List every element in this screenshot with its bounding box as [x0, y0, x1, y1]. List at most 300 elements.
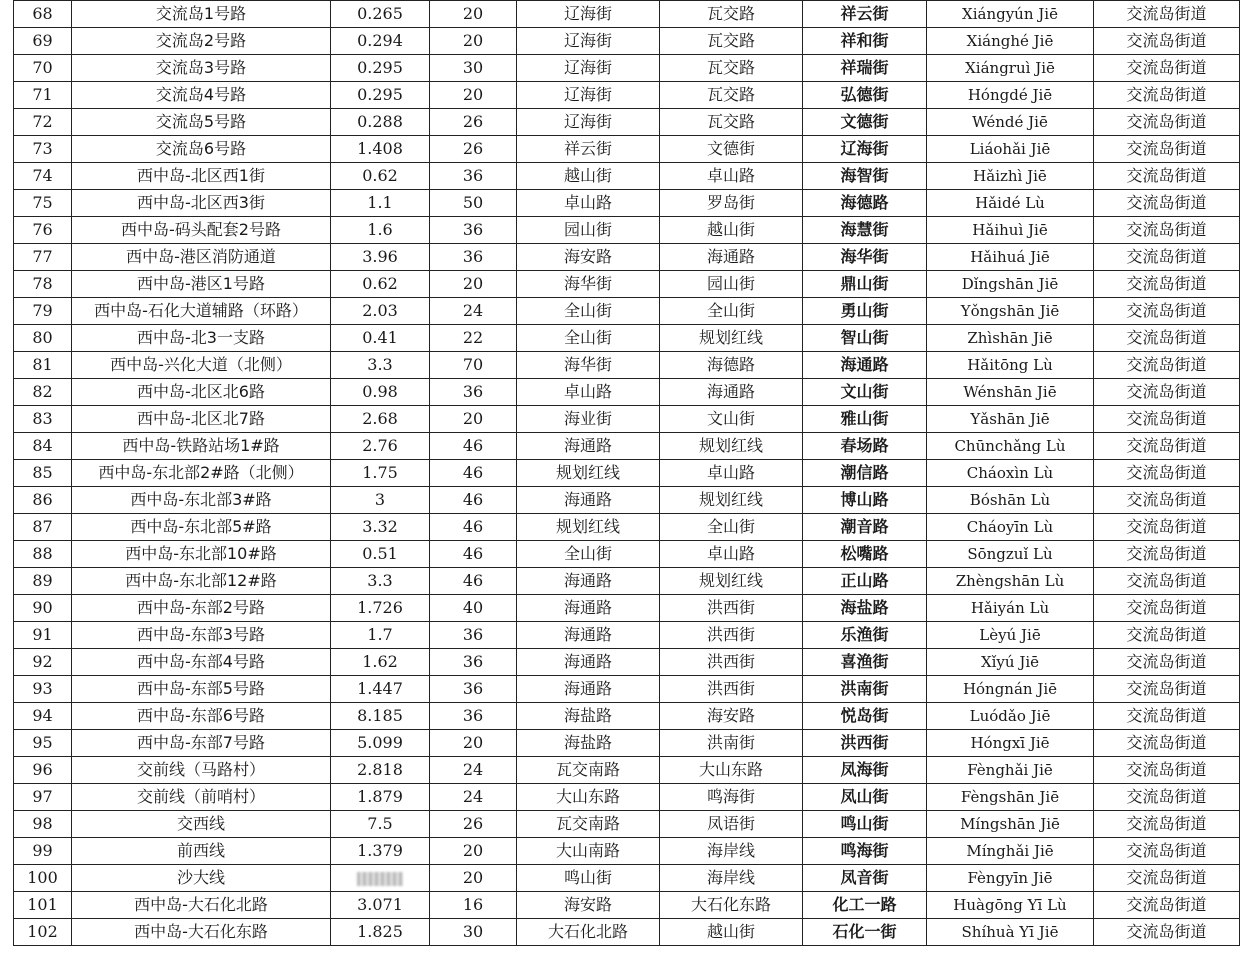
- new-road-name: 祥瑞街: [803, 55, 927, 82]
- row-number: 94: [14, 703, 72, 730]
- start-point: 海通路: [517, 622, 660, 649]
- table-row: [14, 811, 1240, 838]
- row-number: 89: [14, 568, 72, 595]
- new-road-name: 鸣山街: [803, 811, 927, 838]
- pinyin-name: Xiángruì Jiē: [927, 55, 1094, 82]
- district-name: 交流岛街道: [1094, 730, 1240, 757]
- row-number: 87: [14, 514, 72, 541]
- start-point: 大石化北路: [517, 919, 660, 946]
- row-number: 79: [14, 298, 72, 325]
- end-point: 瓦交路: [660, 109, 803, 136]
- row-number: 93: [14, 676, 72, 703]
- road-width: 20: [430, 865, 517, 892]
- original-road-name: 西中岛-东部3号路: [72, 622, 331, 649]
- district-name: 交流岛街道: [1094, 865, 1240, 892]
- pinyin-name: Yǒngshān Jiē: [927, 298, 1094, 325]
- table-row: [14, 865, 1240, 892]
- road-length: 1.825: [331, 919, 430, 946]
- original-road-name: 交流岛3号路: [72, 55, 331, 82]
- new-road-name: 弘德街: [803, 82, 927, 109]
- road-width: 46: [430, 514, 517, 541]
- table-row: [14, 163, 1240, 190]
- road-width: 36: [430, 244, 517, 271]
- pinyin-name: Cháoyīn Lù: [927, 514, 1094, 541]
- end-point: 鸣海街: [660, 784, 803, 811]
- district-name: 交流岛街道: [1094, 433, 1240, 460]
- new-road-name: 海智街: [803, 163, 927, 190]
- pinyin-name: Hóngxī Jiē: [927, 730, 1094, 757]
- new-road-name: 海德路: [803, 190, 927, 217]
- road-width: 46: [430, 487, 517, 514]
- road-width: 40: [430, 595, 517, 622]
- new-road-name: 鸣海街: [803, 838, 927, 865]
- pinyin-name: Hóngdé Jiē: [927, 82, 1094, 109]
- start-point: 海通路: [517, 649, 660, 676]
- row-number: 85: [14, 460, 72, 487]
- new-road-name: 祥和街: [803, 28, 927, 55]
- start-point: 规划红线: [517, 514, 660, 541]
- district-name: 交流岛街道: [1094, 190, 1240, 217]
- road-length: 1.447: [331, 676, 430, 703]
- original-road-name: 西中岛-北区北7路: [72, 406, 331, 433]
- start-point: 辽海街: [517, 28, 660, 55]
- pinyin-name: Chūnchǎng Lù: [927, 433, 1094, 460]
- road-length: 2.68: [331, 406, 430, 433]
- original-road-name: 西中岛-石化大道辅路（环路）: [72, 298, 331, 325]
- end-point: 洪南街: [660, 730, 803, 757]
- district-name: 交流岛街道: [1094, 595, 1240, 622]
- original-road-name: 西中岛-大石化北路: [72, 892, 331, 919]
- row-number: 101: [14, 892, 72, 919]
- start-point: 辽海街: [517, 109, 660, 136]
- table-row: [14, 595, 1240, 622]
- district-name: 交流岛街道: [1094, 811, 1240, 838]
- road-length: 5.099: [331, 730, 430, 757]
- new-road-name: 海盐路: [803, 595, 927, 622]
- start-point: 辽海街: [517, 82, 660, 109]
- road-width: 20: [430, 730, 517, 757]
- table-row: [14, 703, 1240, 730]
- row-number: 81: [14, 352, 72, 379]
- row-number: 100: [14, 865, 72, 892]
- end-point: 文德街: [660, 136, 803, 163]
- original-road-name: 西中岛-东部5号路: [72, 676, 331, 703]
- new-road-name: 海通路: [803, 352, 927, 379]
- table-row: [14, 568, 1240, 595]
- road-length: 3.3: [331, 352, 430, 379]
- district-name: 交流岛街道: [1094, 703, 1240, 730]
- district-name: 交流岛街道: [1094, 784, 1240, 811]
- road-width: 36: [430, 649, 517, 676]
- district-name: 交流岛街道: [1094, 460, 1240, 487]
- district-name: 交流岛街道: [1094, 298, 1240, 325]
- new-road-name: 祥云街: [803, 1, 927, 28]
- road-length: 3.3: [331, 568, 430, 595]
- original-road-name: 交流岛6号路: [72, 136, 331, 163]
- row-number: 90: [14, 595, 72, 622]
- road-width: 36: [430, 379, 517, 406]
- road-length: 1.879: [331, 784, 430, 811]
- pinyin-name: Cháoxìn Lù: [927, 460, 1094, 487]
- row-number: 88: [14, 541, 72, 568]
- row-number: 97: [14, 784, 72, 811]
- start-point: 海安路: [517, 244, 660, 271]
- district-name: 交流岛街道: [1094, 109, 1240, 136]
- original-road-name: 西中岛-北区西3街: [72, 190, 331, 217]
- road-length: 0.265: [331, 1, 430, 28]
- new-road-name: 松嘴路: [803, 541, 927, 568]
- start-point: 瓦交南路: [517, 757, 660, 784]
- road-length: 1.379: [331, 838, 430, 865]
- original-road-name: 沙大线: [72, 865, 331, 892]
- road-width: 24: [430, 298, 517, 325]
- table-row: [14, 271, 1240, 298]
- start-point: 园山街: [517, 217, 660, 244]
- pinyin-name: Hǎidé Lù: [927, 190, 1094, 217]
- new-road-name: 博山路: [803, 487, 927, 514]
- start-point: 海通路: [517, 595, 660, 622]
- end-point: 瓦交路: [660, 28, 803, 55]
- start-point: 海通路: [517, 676, 660, 703]
- end-point: 海通路: [660, 379, 803, 406]
- table-row: [14, 406, 1240, 433]
- road-length: 7.5: [331, 811, 430, 838]
- road-length: 0.288: [331, 109, 430, 136]
- pinyin-name: Hǎitōng Lù: [927, 352, 1094, 379]
- table-row: [14, 55, 1240, 82]
- start-point: 辽海街: [517, 55, 660, 82]
- end-point: 海通路: [660, 244, 803, 271]
- original-road-name: 交流岛5号路: [72, 109, 331, 136]
- road-length: 3.32: [331, 514, 430, 541]
- road-width: 22: [430, 325, 517, 352]
- start-point: 瓦交南路: [517, 811, 660, 838]
- pinyin-name: Hóngnán Jiē: [927, 676, 1094, 703]
- pinyin-name: Luódǎo Jiē: [927, 703, 1094, 730]
- end-point: 园山街: [660, 271, 803, 298]
- road-width: 46: [430, 460, 517, 487]
- district-name: 交流岛街道: [1094, 271, 1240, 298]
- district-name: 交流岛街道: [1094, 217, 1240, 244]
- district-name: 交流岛街道: [1094, 514, 1240, 541]
- district-name: 交流岛街道: [1094, 568, 1240, 595]
- pinyin-name: Wénshān Jiē: [927, 379, 1094, 406]
- pinyin-name: Mínghǎi Jiē: [927, 838, 1094, 865]
- original-road-name: 西中岛-东部6号路: [72, 703, 331, 730]
- pinyin-name: Huàgōng Yī Lù: [927, 892, 1094, 919]
- pinyin-name: Lèyú Jiē: [927, 622, 1094, 649]
- road-length: 0.98: [331, 379, 430, 406]
- road-length: 3: [331, 487, 430, 514]
- start-point: 全山街: [517, 298, 660, 325]
- start-point: 海安路: [517, 892, 660, 919]
- road-length: 1.1: [331, 190, 430, 217]
- row-number: 73: [14, 136, 72, 163]
- row-number: 78: [14, 271, 72, 298]
- end-point: 洪西街: [660, 649, 803, 676]
- road-width: 26: [430, 811, 517, 838]
- original-road-name: 交流岛4号路: [72, 82, 331, 109]
- road-length: 1.726: [331, 595, 430, 622]
- start-point: 全山街: [517, 325, 660, 352]
- table-row: [14, 28, 1240, 55]
- row-number: 102: [14, 919, 72, 946]
- new-road-name: 辽海街: [803, 136, 927, 163]
- pinyin-name: Fèngshān Jiē: [927, 784, 1094, 811]
- road-naming-table: [13, 0, 1240, 946]
- district-name: 交流岛街道: [1094, 163, 1240, 190]
- original-road-name: 西中岛-东部7号路: [72, 730, 331, 757]
- original-road-name: 西中岛-港区消防通道: [72, 244, 331, 271]
- start-point: 全山街: [517, 541, 660, 568]
- table-row: [14, 676, 1240, 703]
- road-width: 70: [430, 352, 517, 379]
- new-road-name: 乐渔街: [803, 622, 927, 649]
- new-road-name: 海华街: [803, 244, 927, 271]
- end-point: 瓦交路: [660, 55, 803, 82]
- pinyin-name: Sōngzuǐ Lù: [927, 541, 1094, 568]
- end-point: 洪西街: [660, 622, 803, 649]
- table-row: [14, 298, 1240, 325]
- end-point: 卓山路: [660, 163, 803, 190]
- new-road-name: 喜渔街: [803, 649, 927, 676]
- original-road-name: 西中岛-东北部10#路: [72, 541, 331, 568]
- table-row: [14, 136, 1240, 163]
- road-width: 30: [430, 919, 517, 946]
- road-width: 26: [430, 136, 517, 163]
- new-road-name: 洪西街: [803, 730, 927, 757]
- road-width: 20: [430, 28, 517, 55]
- original-road-name: 西中岛-东北部2#路（北侧）: [72, 460, 331, 487]
- pinyin-name: Wéndé Jiē: [927, 109, 1094, 136]
- road-width: 20: [430, 82, 517, 109]
- row-number: 86: [14, 487, 72, 514]
- original-road-name: 西中岛-码头配套2号路: [72, 217, 331, 244]
- pinyin-name: Hǎihuá Jiē: [927, 244, 1094, 271]
- row-number: 75: [14, 190, 72, 217]
- row-number: 71: [14, 82, 72, 109]
- start-point: 大山南路: [517, 838, 660, 865]
- end-point: 全山街: [660, 514, 803, 541]
- table-row: [14, 622, 1240, 649]
- row-number: 68: [14, 1, 72, 28]
- table-row: [14, 784, 1240, 811]
- original-road-name: 交前线（前哨村）: [72, 784, 331, 811]
- original-road-name: 交流岛1号路: [72, 1, 331, 28]
- start-point: 大山东路: [517, 784, 660, 811]
- table-row: [14, 325, 1240, 352]
- new-road-name: 凤山街: [803, 784, 927, 811]
- row-number: 77: [14, 244, 72, 271]
- end-point: 规划红线: [660, 487, 803, 514]
- original-road-name: 西中岛-港区1号路: [72, 271, 331, 298]
- start-point: 海华街: [517, 352, 660, 379]
- original-road-name: 交西线: [72, 811, 331, 838]
- road-width: 36: [430, 622, 517, 649]
- road-length: 3.96: [331, 244, 430, 271]
- end-point: 越山街: [660, 217, 803, 244]
- district-name: 交流岛街道: [1094, 379, 1240, 406]
- row-number: 69: [14, 28, 72, 55]
- road-width: 46: [430, 433, 517, 460]
- road-width: 16: [430, 892, 517, 919]
- road-length: 8.185: [331, 703, 430, 730]
- district-name: 交流岛街道: [1094, 406, 1240, 433]
- new-road-name: 智山街: [803, 325, 927, 352]
- end-point: 海岸线: [660, 865, 803, 892]
- start-point: 海通路: [517, 487, 660, 514]
- table-row: [14, 919, 1240, 946]
- district-name: 交流岛街道: [1094, 622, 1240, 649]
- road-length: 1.75: [331, 460, 430, 487]
- new-road-name: 鼎山街: [803, 271, 927, 298]
- table-row: [14, 460, 1240, 487]
- table-row: [14, 892, 1240, 919]
- table-row: [14, 433, 1240, 460]
- road-width: 30: [430, 55, 517, 82]
- district-name: 交流岛街道: [1094, 892, 1240, 919]
- road-width: 36: [430, 676, 517, 703]
- pinyin-name: Fèngyīn Jiē: [927, 865, 1094, 892]
- table-row: [14, 1, 1240, 28]
- new-road-name: 凤音街: [803, 865, 927, 892]
- pinyin-name: Liáohǎi Jiē: [927, 136, 1094, 163]
- road-width: 20: [430, 406, 517, 433]
- new-road-name: 悦岛街: [803, 703, 927, 730]
- road-length: [331, 865, 430, 892]
- original-road-name: 西中岛-兴化大道（北侧）: [72, 352, 331, 379]
- road-width: 26: [430, 109, 517, 136]
- original-road-name: 西中岛-大石化东路: [72, 919, 331, 946]
- end-point: 规划红线: [660, 568, 803, 595]
- road-width: 24: [430, 757, 517, 784]
- pinyin-name: Fènghǎi Jiē: [927, 757, 1094, 784]
- table-row: [14, 838, 1240, 865]
- original-road-name: 交前线（马路村）: [72, 757, 331, 784]
- end-point: 凤语街: [660, 811, 803, 838]
- table-row: [14, 730, 1240, 757]
- start-point: 海盐路: [517, 703, 660, 730]
- start-point: 卓山路: [517, 190, 660, 217]
- end-point: 洪西街: [660, 676, 803, 703]
- road-length: 3.071: [331, 892, 430, 919]
- new-road-name: 正山路: [803, 568, 927, 595]
- road-width: 36: [430, 217, 517, 244]
- pinyin-name: Xiánghé Jiē: [927, 28, 1094, 55]
- row-number: 92: [14, 649, 72, 676]
- pinyin-name: Dǐngshān Jiē: [927, 271, 1094, 298]
- row-number: 80: [14, 325, 72, 352]
- row-number: 76: [14, 217, 72, 244]
- table-row: [14, 487, 1240, 514]
- district-name: 交流岛街道: [1094, 1, 1240, 28]
- end-point: 卓山路: [660, 541, 803, 568]
- end-point: 罗岛街: [660, 190, 803, 217]
- road-length: 2.76: [331, 433, 430, 460]
- original-road-name: 西中岛-铁路站场1#路: [72, 433, 331, 460]
- new-road-name: 勇山街: [803, 298, 927, 325]
- road-length: 0.295: [331, 82, 430, 109]
- end-point: 全山街: [660, 298, 803, 325]
- district-name: 交流岛街道: [1094, 838, 1240, 865]
- road-width: 24: [430, 784, 517, 811]
- road-length: 1.62: [331, 649, 430, 676]
- table-row: [14, 514, 1240, 541]
- end-point: 规划红线: [660, 433, 803, 460]
- pinyin-name: Xǐyú Jiē: [927, 649, 1094, 676]
- row-number: 95: [14, 730, 72, 757]
- original-road-name: 西中岛-东部2号路: [72, 595, 331, 622]
- road-length: 2.03: [331, 298, 430, 325]
- road-length: 1.6: [331, 217, 430, 244]
- road-width: 20: [430, 271, 517, 298]
- new-road-name: 石化一街: [803, 919, 927, 946]
- district-name: 交流岛街道: [1094, 325, 1240, 352]
- end-point: 海安路: [660, 703, 803, 730]
- row-number: 96: [14, 757, 72, 784]
- table-row: [14, 244, 1240, 271]
- pinyin-name: Yǎshān Jiē: [927, 406, 1094, 433]
- row-number: 98: [14, 811, 72, 838]
- original-road-name: 西中岛-北区西1街: [72, 163, 331, 190]
- start-point: 越山街: [517, 163, 660, 190]
- end-point: 文山街: [660, 406, 803, 433]
- district-name: 交流岛街道: [1094, 28, 1240, 55]
- road-length: 2.818: [331, 757, 430, 784]
- pinyin-name: Hǎiyán Lù: [927, 595, 1094, 622]
- road-length: 0.62: [331, 271, 430, 298]
- pinyin-name: Míngshān Jiē: [927, 811, 1094, 838]
- original-road-name: 西中岛-东部4号路: [72, 649, 331, 676]
- table-row: [14, 379, 1240, 406]
- row-number: 84: [14, 433, 72, 460]
- table-row: [14, 217, 1240, 244]
- row-number: 74: [14, 163, 72, 190]
- road-width: 50: [430, 190, 517, 217]
- road-width: 46: [430, 541, 517, 568]
- original-road-name: 西中岛-东北部3#路: [72, 487, 331, 514]
- start-point: 海通路: [517, 568, 660, 595]
- obscured-value: [357, 872, 403, 886]
- road-length: 0.51: [331, 541, 430, 568]
- table-row: [14, 109, 1240, 136]
- road-width: 36: [430, 703, 517, 730]
- end-point: 海德路: [660, 352, 803, 379]
- road-length: 0.62: [331, 163, 430, 190]
- end-point: 洪西街: [660, 595, 803, 622]
- road-width: 20: [430, 1, 517, 28]
- start-point: 祥云街: [517, 136, 660, 163]
- district-name: 交流岛街道: [1094, 919, 1240, 946]
- table-row: [14, 190, 1240, 217]
- road-length: 0.294: [331, 28, 430, 55]
- new-road-name: 文山街: [803, 379, 927, 406]
- district-name: 交流岛街道: [1094, 244, 1240, 271]
- end-point: 越山街: [660, 919, 803, 946]
- table-row: [14, 82, 1240, 109]
- district-name: 交流岛街道: [1094, 487, 1240, 514]
- original-road-name: 西中岛-北区北6路: [72, 379, 331, 406]
- new-road-name: 春场路: [803, 433, 927, 460]
- table-row: [14, 541, 1240, 568]
- start-point: 鸣山街: [517, 865, 660, 892]
- start-point: 海业街: [517, 406, 660, 433]
- road-width: 20: [430, 838, 517, 865]
- end-point: 规划红线: [660, 325, 803, 352]
- row-number: 82: [14, 379, 72, 406]
- district-name: 交流岛街道: [1094, 676, 1240, 703]
- start-point: 海华街: [517, 271, 660, 298]
